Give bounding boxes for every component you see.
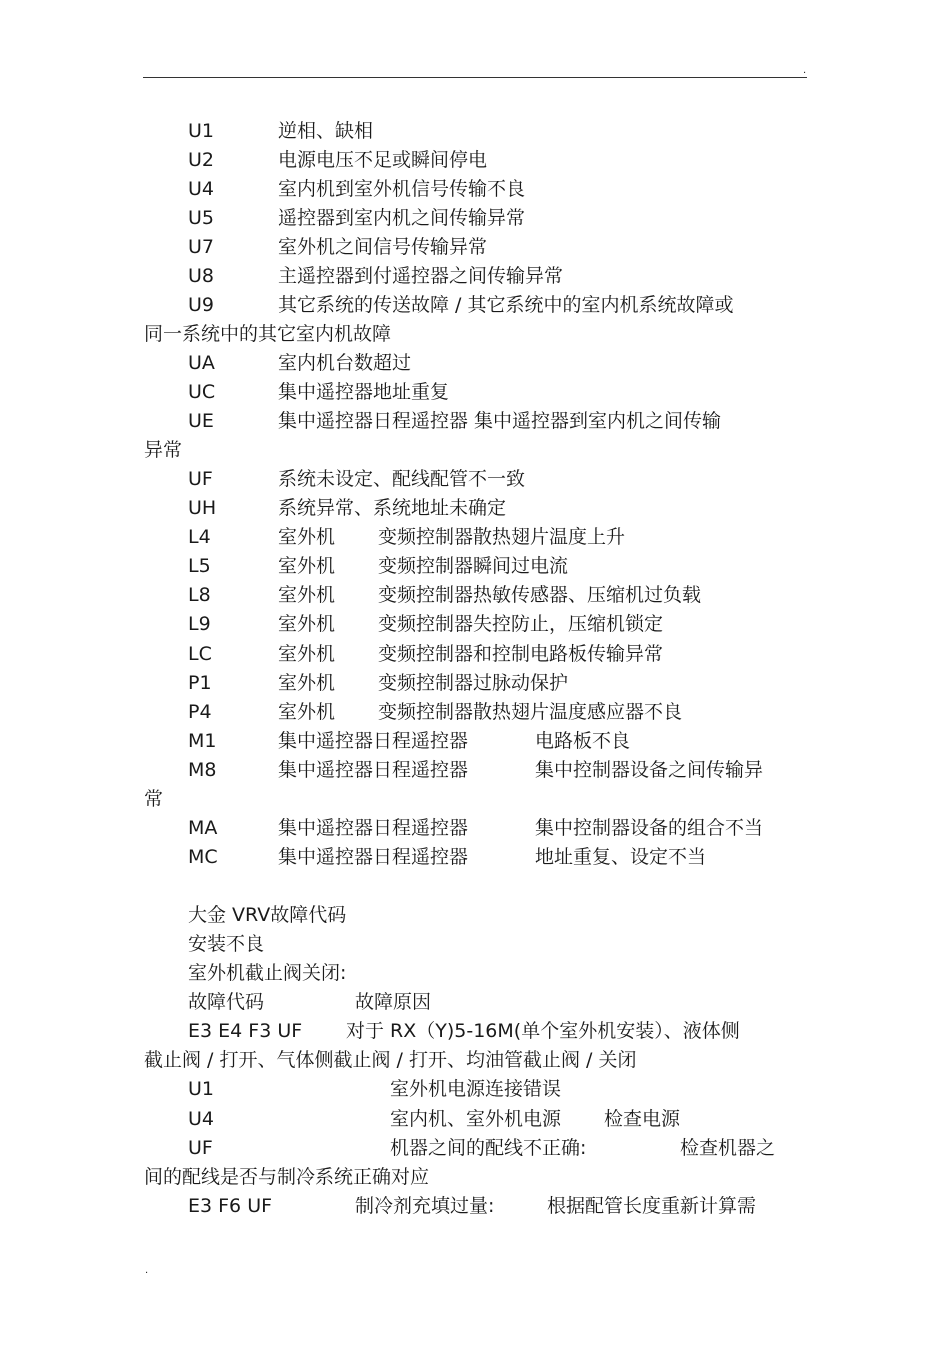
code-u8: U8 <box>188 265 214 287</box>
code-m1: M1 <box>188 730 217 752</box>
desc-p1: 变频控制器过脉动保护 <box>378 672 569 694</box>
s-row1-code: E3 E4 F3 UF <box>188 1020 303 1042</box>
s-row1-cause: 对于 RX（Y)5-16M(单个室外机安装）、液体侧 <box>346 1020 740 1042</box>
code-l8: L8 <box>188 584 211 606</box>
col-header-cause: 故障原因 <box>355 991 432 1013</box>
s-row3-code: U4 <box>188 1108 214 1130</box>
desc-uc: 集中遥控器地址重复 <box>278 381 450 403</box>
s-row1-wrap: 截止阀 / 打开、气体侧截止阀 / 打开、均油管截止阀 / 关闭 <box>144 1049 637 1071</box>
code-p1: P1 <box>188 672 212 694</box>
desc-u5: 遥控器到室内机之间传输异常 <box>278 207 526 229</box>
s-row5-action: 根据配管长度重新计算需 <box>547 1195 757 1217</box>
header-rule <box>143 77 807 78</box>
desc-p4: 变频控制器散热翅片温度感应器不良 <box>378 701 683 723</box>
s-row4-wrap: 间的配线是否与制冷系统正确对应 <box>144 1166 430 1188</box>
code-u9: U9 <box>188 294 214 316</box>
desc-m8: 集中控制器设备之间传输异 <box>535 759 764 781</box>
section-sub-install: 安装不良 <box>188 933 265 955</box>
code-m8: M8 <box>188 759 217 781</box>
s-row4-action: 检查机器之 <box>680 1137 776 1159</box>
code-p4: P4 <box>188 701 212 723</box>
section-title: 大金 VRV故障代码 <box>188 904 347 926</box>
desc-u1: 逆相、缺相 <box>278 120 374 142</box>
footer-dot: . <box>145 1265 149 1276</box>
code-u7: U7 <box>188 236 214 258</box>
code-l4: L4 <box>188 526 211 548</box>
unit-m1: 集中遥控器日程遥控器 <box>278 730 469 752</box>
s-row4-cause: 机器之间的配线不正确: <box>390 1137 587 1159</box>
section-sub-valve: 室外机截止阀关闭: <box>188 962 347 984</box>
unit-l4: 室外机 <box>278 526 336 548</box>
desc-ue-wrap: 异常 <box>144 439 183 461</box>
desc-lc: 变频控制器和控制电路板传输异常 <box>378 643 664 665</box>
unit-p1: 室外机 <box>278 672 336 694</box>
s-row5-code: E3 F6 UF <box>188 1195 273 1217</box>
unit-ma: 集中遥控器日程遥控器 <box>278 817 469 839</box>
code-u5: U5 <box>188 207 214 229</box>
unit-p4: 室外机 <box>278 701 336 723</box>
desc-u9-wrap: 同一系统中的其它室内机故障 <box>144 323 392 345</box>
unit-mc: 集中遥控器日程遥控器 <box>278 846 469 868</box>
code-u4: U4 <box>188 178 214 200</box>
desc-u8: 主遥控器到付遥控器之间传输异常 <box>278 265 564 287</box>
s-row5-cause: 制冷剂充填过量: <box>355 1195 495 1217</box>
unit-l9: 室外机 <box>278 613 336 635</box>
unit-m8: 集中遥控器日程遥控器 <box>278 759 469 781</box>
code-u1: U1 <box>188 120 214 142</box>
code-l9: L9 <box>188 613 211 635</box>
desc-ma: 集中控制器设备的组合不当 <box>535 817 764 839</box>
unit-l5: 室外机 <box>278 555 336 577</box>
desc-l4: 变频控制器散热翅片温度上升 <box>378 526 626 548</box>
desc-ua: 室内机台数超过 <box>278 352 412 374</box>
desc-uf: 系统未设定、配线配管不一致 <box>278 468 526 490</box>
desc-u2: 电源电压不足或瞬间停电 <box>278 149 488 171</box>
code-uc: UC <box>188 381 216 403</box>
desc-mc: 地址重复、设定不当 <box>535 846 707 868</box>
desc-ue: 集中遥控器日程遥控器 集中遥控器到室内机之间传输 <box>278 410 722 432</box>
code-mc: MC <box>188 846 218 868</box>
s-row2-code: U1 <box>188 1078 214 1100</box>
desc-l5: 变频控制器瞬间过电流 <box>378 555 569 577</box>
desc-u9: 其它系统的传送故障 / 其它系统中的室内机系统故障或 <box>278 294 734 316</box>
s-row4-code: UF <box>188 1137 213 1159</box>
desc-u4: 室内机到室外机信号传输不良 <box>278 178 526 200</box>
code-lc: LC <box>188 643 212 665</box>
desc-uh: 系统异常、系统地址未确定 <box>278 497 507 519</box>
unit-lc: 室外机 <box>278 643 336 665</box>
code-uh: UH <box>188 497 217 519</box>
desc-l8: 变频控制器热敏传感器、压缩机过负载 <box>378 584 702 606</box>
desc-m1: 电路板不良 <box>535 730 631 752</box>
desc-l9: 变频控制器失控防止，压缩机锁定 <box>378 613 664 635</box>
desc-u7: 室外机之间信号传输异常 <box>278 236 488 258</box>
desc-m8-wrap: 常 <box>144 788 164 810</box>
code-u2: U2 <box>188 149 214 171</box>
unit-l8: 室外机 <box>278 584 336 606</box>
code-uf: UF <box>188 468 213 490</box>
code-ue: UE <box>188 410 214 432</box>
s-row2-cause: 室外机电源连接错误 <box>390 1078 562 1100</box>
s-row3-action: 检查电源 <box>604 1108 681 1130</box>
header-dot: . <box>803 65 807 76</box>
s-row3-cause: 室内机、室外机电源 <box>390 1108 562 1130</box>
col-header-code: 故障代码 <box>188 991 265 1013</box>
code-ua: UA <box>188 352 215 374</box>
code-ma: MA <box>188 817 218 839</box>
code-l5: L5 <box>188 555 211 577</box>
